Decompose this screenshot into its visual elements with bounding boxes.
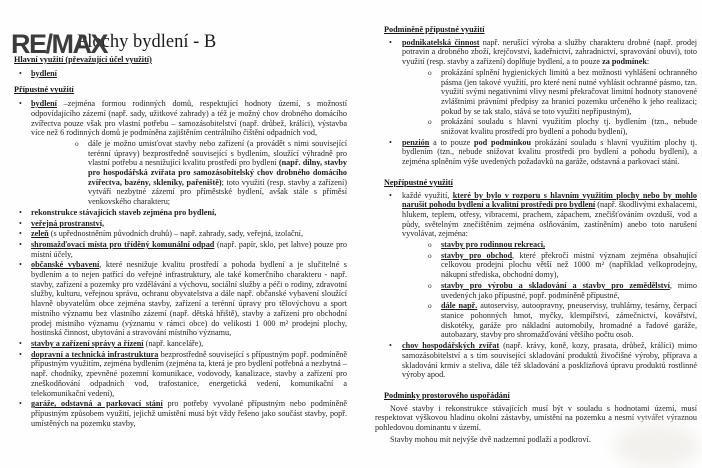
bullet-admin-buildings-lead: stavby a zařízení správy a řízení [31, 338, 144, 348]
subbullet-production-storage-text: , mimo uvedených jako přípustné, popř. podmíněně přípustné, [441, 280, 698, 300]
heading-permitted-use: Přípustné využití [14, 85, 74, 95]
heading-spatial-conditions: Podmínky prostorového uspořádání [384, 390, 510, 400]
bullet-garages-lead: garáže, odstavná a parkovací stání [31, 399, 163, 409]
bullet-infrastructure [14, 350, 347, 399]
subbullet-production-storage-lead: stavby pro výrobu a skladování a stavby pro zemědělství [441, 280, 670, 290]
bullet-livestock [375, 341, 697, 380]
bullet-waste-collection [14, 240, 347, 259]
subbullet-family-recreation [375, 240, 697, 250]
bullet-business-activity-tail: : [646, 57, 650, 67]
bullet-public-spaces [14, 219, 347, 229]
bullet-infrastructure-text: bezprostředně související s přípustným popř. podmíněně přípustným využitím, zejména bydlením (zejména ta, která je pro bydlení potřebná a nezbytná – např. chodníky, zpevněné pozemní komunikace, vodovody, kanalizace, stavby a zařízení pro zneškodňování odpadních vod, trafostanice, energetická vedení, komunikační a telekomunikační vedení), [31, 349, 347, 398]
bullet-forbidden-any-use-pre: každé využití, [402, 190, 453, 200]
bullet-main-housing-label: bydlení [31, 68, 57, 78]
subbullet-housing-detail-pre: dále je možno umisťovat stavby nebo zařízení (a provádět s nimi související terénní úpravy) bezprostředně související s bydlením, sloužící výhradně pro vlastní potřebu a nesnižující kvalitu prostředí pro bydlení [88, 138, 347, 168]
subbullet-other-examples-text: autoservisy, autoopravny, pneuservisy, truhlárny, tesárny, čerpací stanice pohonných hmot, myčky, klempířství, zámečnictví, kovářství, diskotéky, garáže pro nákladní automobily, hromadné a řadové garáže, autobazary, stavby pro shromažďování většího počtu osob. [441, 301, 697, 340]
bullet-housing-text: –zejména formou rodinných domů, respektující hodnoty území, s možností odpovídajícího zázemí (např. sady, užitkové zahrady) a též je možný chov drobného domácího zvířectva pouze však pro vlastní potřebu – samozásobitelství (např. drůbež, králíci), výstavba více než 6 rodinných domů je podmíněna zajištěním centrálního čištění odpadních vod, [31, 99, 347, 138]
bullet-livestock-lead: chov hospodářských zvířat [402, 341, 500, 351]
subbullet-housing-detail-rest: ; toto využití (resp. stavby a zařízení) vytváří nezbytné zázemí pro příměstské bydlení, avšak stále s příměsí venkovského charakteru; [88, 177, 348, 207]
heading-main-use: Hlavní využití (převažující účel využití) [14, 55, 152, 64]
heading-forbidden-use: Nepřípustné využití [384, 177, 453, 187]
subbullet-hygiene-limits-text: prokázání splnění hygienických limitů a bez možnosti vyhlášení ochranného pásma (jen takové využití, pro které není nutné vyhlásit ochranné pásmo, tzn. využití svými negativními vlivy nesmí překračovat limitní hodnoty stanovené zvláštními právními předpisy za hranicí pozemku určeného k jeho realizaci; pokud by se tak stalo, stává se toto využití nepřípustným), [441, 67, 697, 116]
bullet-pension-text: a to pouze [429, 137, 475, 147]
bullet-admin-buildings-text: (např. kanceláře), [143, 338, 204, 348]
subbullet-housing-detail [14, 139, 347, 207]
subbullet-family-recreation-lead: stavby pro rodinnou rekreaci, [441, 240, 546, 250]
bullet-reconstruction [14, 208, 347, 218]
paragraph-spatial-2: Stavby mohou mít nejvýše dvě nadzemní podlaží a podkroví. [390, 434, 591, 444]
subbullet-retail-buildings-text: , které překročí místní význam zejména obsahující celkovou prodejní plochu větší než 1000 m² (například velkoprodejny, nákupní střediska, obchodní domy), [441, 250, 697, 280]
bullet-business-activity-text: např. nerušící výroba a služby charakteru drobné (např. prodej potravin a drobného zboží, krejčovství, kadeřnictví, zahradnictví, spravování obuvi), toto využití (resp. stavby a zařízení) doplňuje bydlení, a to pouze [402, 37, 698, 67]
subbullet-other-examples [375, 301, 697, 340]
bullet-garages-text: pro potřeby vyvolané přípustným nebo podmíněně přípustným způsobem využití, jejichž umístění musí být vždy řešeno jako součást stavby, popř. umístěných na pozemku stavby, [31, 399, 347, 428]
bullet-livestock-text: (např. krávy, koně, kozy, prasata, drůbež, králíci) mimo samozásobitelství a s tím související skladování produktů živočišné výroby, příprava a skladování krmiv a steliva, dále též skladování a posklizňová úpravu produktů rostlinné výroby apod. [402, 341, 697, 380]
bullet-reconstruction-text: rekonstrukce stávajících staveb zejména pro bydlení, [31, 207, 217, 217]
bullet-waste-collection-lead: shromažďovací místa pro tříděný komunální odpad [31, 239, 215, 249]
right-column [375, 25, 697, 444]
bullet-business-activity [375, 38, 697, 67]
watermark-blob [614, 424, 700, 468]
subbullet-compliance-text: prokázání souladu s hlavní využitím plochy tj. bydlením (tzn., nebude snižovat kvalitu prostředí pro bydlení a pohodu bydlení), [441, 117, 697, 137]
subbullet-housing-detail-bold: (např. dílny, stavby pro hospodářská zvířata pro samozásobitelský chov drobného domácího zvířectva, bazény, skleníky, pařeniště) [88, 158, 347, 187]
page-title: Plochy bydlení - B [77, 32, 217, 52]
bullet-garages [14, 399, 347, 428]
bullet-infrastructure-lead: dopravní a technická infrastruktura [31, 349, 159, 359]
bullet-waste-collection-text: (např. papír, sklo, pet lahve) pouze pro místní účely, [31, 239, 347, 259]
heading-conditional-use: Podmíněně přípustné využití [384, 25, 485, 34]
bullet-housing-lead: bydlení [31, 99, 57, 109]
bullet-forbidden-any-use-text: (např. škodlivými exhalacemi, hlukem, teplem, otřesy, vibracemi, prachem, zápachem, znečišťováním ovzduší, vod a půdy, světelným znečištěním zejména oslňováním, zastíněním) anebo toto narušení vyvolávat, zejména: [402, 200, 697, 239]
bullet-housing [14, 99, 347, 138]
bullet-forbidden-any-use-bold: které by bylo v rozporu s hlavním využitím plochy nebo by mohlo narušit pohodu bydlení a kvalitní prostředí pro bydlení [402, 190, 697, 210]
bullet-pension-tail: prokázání souladu s hlavní využitím plochy tj. bydlením (tzn., nebude snižovat kvalitu prostředí pro bydlení a pohodu bydlení), a zejména splněním výše uvedených požadavků na garáže, odstavná a parkovací stání. [402, 137, 697, 167]
bullet-pension [375, 138, 697, 167]
subbullet-other-examples-lead: dále např. [441, 301, 478, 311]
bullet-greenery-lead: zeleň [31, 229, 49, 239]
bullet-greenery-text: (s upřednostněním původních druhů) – např. zahrady, sady, veřejná, izolační, [48, 229, 303, 239]
subbullet-retail-buildings [375, 251, 697, 280]
bullet-civic-amenities-text: , které nesnižuje kvalitu prostředí a pohoda bydlení a je slučitelné s bydlením a to nejen patřící do veřejné infrastruktury, ale také komerčního charakteru - např. stavby, zařízení a pozemky pro vzdělávání a výchovu, sociální služby a péči o rodiny, zdravotní služby, kulturu, veřejnou správu, ochranu obyvatelstva a dále např. občanské vybavení sloužící hlavně obyvatelům obce zejména stavby, zařízení a terénní úpravy pro tělovýchovu a sport místního významu bez vlastního zázemí (např. dětská hřiště), stavby a zařízení pro obchodní prodej místního významu (významu v rámci obce) do velikosti 1 000 m² prodejní plochy, hostinská činnost, ubytování a stravování místního významu, [31, 260, 347, 338]
bullet-main-housing [14, 69, 347, 79]
subbullet-compliance [375, 117, 697, 136]
bullet-admin-buildings [14, 339, 347, 349]
bullet-forbidden-any-use [375, 191, 697, 240]
subbullet-retail-buildings-lead: stavby pro obchod [441, 250, 513, 260]
bullet-public-spaces-text: veřejná prostranství, [31, 218, 105, 228]
bullet-civic-amenities [14, 260, 347, 338]
left-column [14, 55, 347, 429]
bullet-business-activity-lead: podnikatelská činnost [402, 37, 480, 47]
bullet-greenery [14, 229, 347, 239]
bullet-pension-bold: pod podmínkou [474, 137, 532, 147]
remax-logo: RE/MAX [11, 29, 108, 59]
bullet-pension-lead: penzión [402, 137, 430, 147]
bullet-civic-amenities-lead: občanské vybavení [31, 260, 100, 270]
subbullet-hygiene-limits [375, 68, 697, 117]
bullet-business-activity-bold: za podmínek [602, 57, 647, 67]
paragraph-spatial-1: Nové stavby i rekonstrukce stávajících musí být v souladu s hodnotami území, musí respektovat výškovou hladinu okolní zástavby, umístění na pozemku a nesmí vytvářet výraznou pohledovou dominantu v území. [375, 403, 697, 433]
subbullet-production-storage [375, 281, 697, 300]
